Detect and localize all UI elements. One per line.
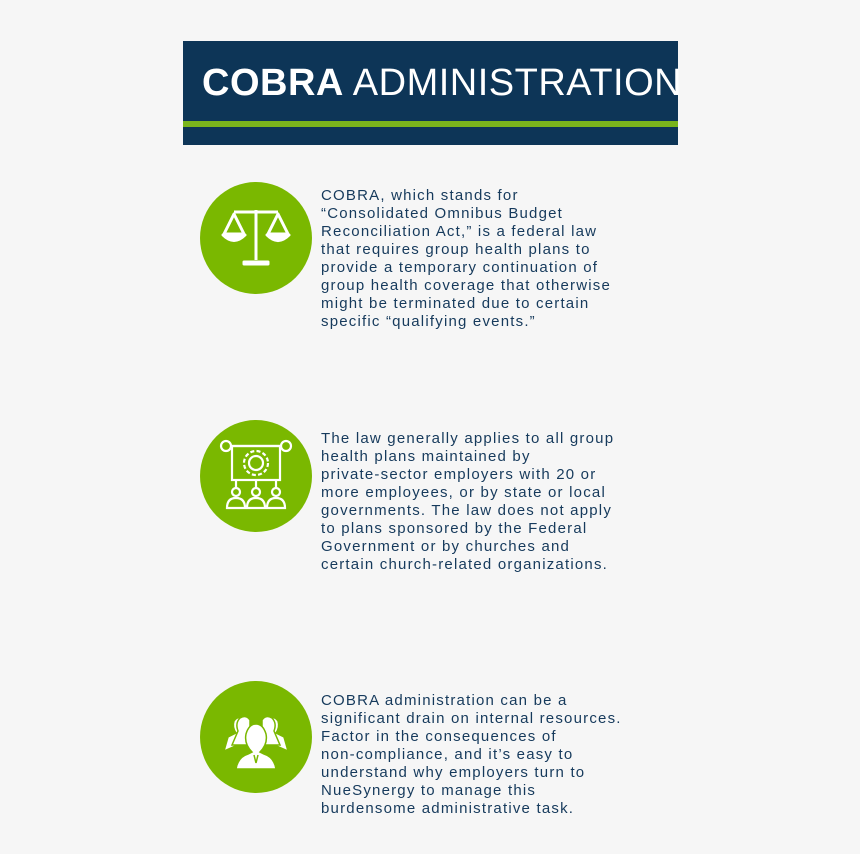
page-title — [202, 61, 682, 105]
text-line: burdensome administrative task. — [321, 800, 575, 817]
text-line: Government or by churches and — [321, 538, 571, 555]
text-line: health plans maintained by — [321, 448, 531, 465]
text-line: non-compliance, and it’s easy to — [321, 746, 574, 763]
text-line: group health coverage that otherwise — [321, 277, 612, 294]
text-line: governments. The law does not apply — [321, 502, 613, 519]
green-divider — [183, 121, 678, 127]
text-line: to plans sponsored by the Federal — [321, 520, 588, 537]
text-line: provide a temporary continuation of — [321, 259, 599, 276]
organization-network-gear-icon — [200, 420, 312, 532]
text-line: private-sector employers with 20 or — [321, 466, 597, 483]
text-line: Reconciliation Act,” is a federal law — [321, 223, 598, 240]
administration-text — [321, 692, 671, 818]
text-line: “Consolidated Omnibus Budget — [321, 205, 564, 222]
text-line: specific “qualifying events.” — [321, 313, 536, 330]
definition-text — [321, 187, 671, 331]
business-group-icon — [200, 681, 312, 793]
text-line: that requires group health plans to — [321, 241, 591, 258]
text-line: understand why employers turn to — [321, 764, 586, 781]
text-line: NueSynergy to manage this — [321, 782, 537, 799]
text-line: The law generally applies to all group — [321, 430, 615, 447]
scales-of-justice-icon — [200, 182, 312, 294]
text-line: Factor in the consequences of — [321, 728, 557, 745]
text-line: more employees, or by state or local — [321, 484, 606, 501]
applicability-text — [321, 430, 671, 574]
text-line: COBRA administration can be a — [321, 692, 568, 709]
title-bold: COBRA — [202, 62, 344, 104]
text-line: might be terminated due to certain — [321, 295, 590, 312]
title-banner — [183, 41, 683, 145]
text-line: certain church-related organizations. — [321, 556, 609, 573]
title-light: ADMINISTRATION — [352, 62, 683, 104]
text-line: significant drain on internal resources. — [321, 710, 622, 727]
text-line: COBRA, which stands for — [321, 187, 519, 204]
